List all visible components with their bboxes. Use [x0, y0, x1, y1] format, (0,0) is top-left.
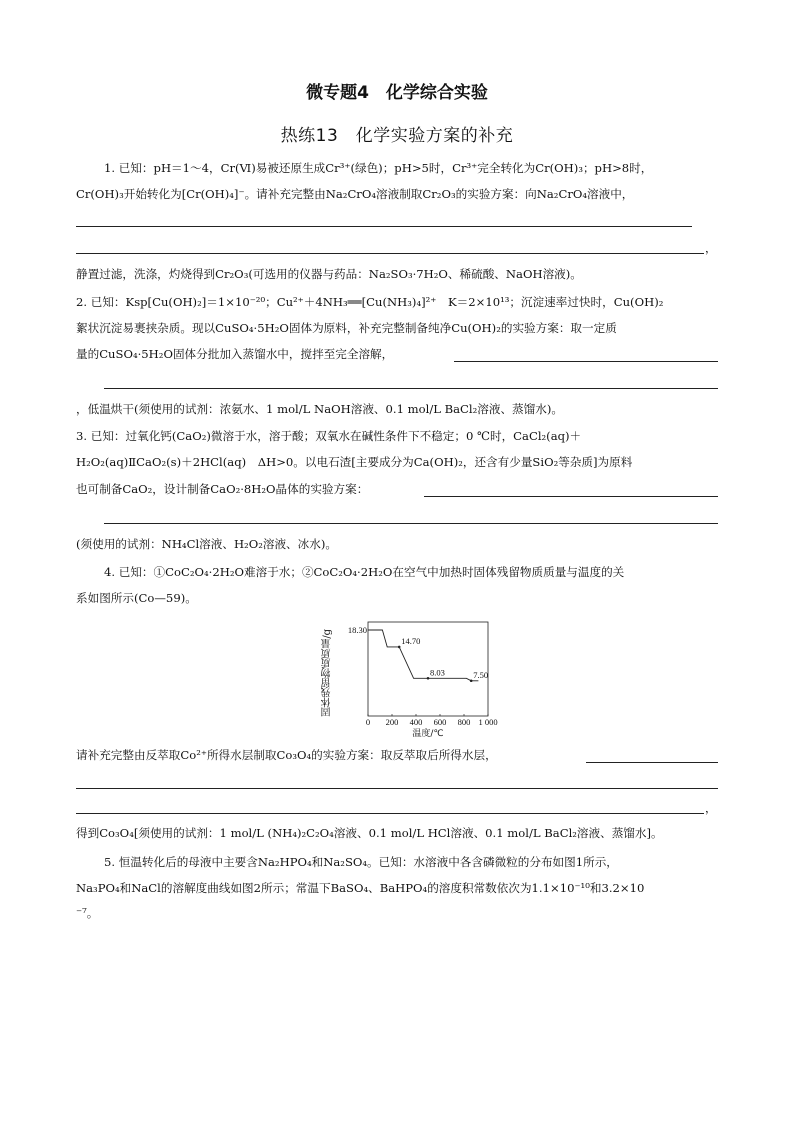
q2-answer-line-2[interactable] [104, 388, 718, 389]
q4-answer-line-3[interactable] [76, 813, 704, 814]
q3-answer-line-2[interactable] [104, 523, 718, 524]
q2-line-2: 絮状沉淀易裹挟杂质。现以CuSO₄·5H₂O固体为原料，补充完整制备纯净Cu(OH)₂的实验方案：取一定质 [76, 321, 617, 335]
q3-answer-line-1[interactable] [424, 496, 718, 497]
q4-answer-line-1[interactable] [586, 762, 718, 763]
x-tick-label: 1 000 [478, 717, 498, 727]
q2-answer-line-1[interactable] [454, 361, 718, 362]
q1-line-1: 1. 已知：pH＝1～4，Cr(Ⅵ)易被还原生成Cr³⁺(绿色)；pH>5时，Cr³⁺完全转化为Cr(OH)₃；pH>8时， [104, 161, 653, 175]
mass-curve [368, 630, 478, 681]
x-tick-label: 0 [365, 717, 371, 727]
chart-ylabel: 固体残留物质质量/g [322, 629, 333, 717]
q4-line-2: 系如图所示(Co—59)。 [76, 591, 197, 605]
q3-line-2: H₂O₂(aq)ⅡCaO₂(s)＋2HCl(aq) ΔH>0。以电石渣[主要成分为Ca(OH)₂，还含有少量SiO₂等杂质]为原料 [76, 455, 633, 469]
data-point [398, 646, 401, 649]
x-tick-label: 400 [409, 717, 423, 727]
mass-temperature-chart [324, 614, 510, 742]
x-tick-label: 200 [385, 717, 399, 727]
x-tick-label: 600 [433, 717, 447, 727]
q4-answer-line-2[interactable] [76, 788, 718, 789]
q1-line-2: Cr(OH)₃开始转化为[Cr(OH)₄]⁻。请补充完整由Na₂CrO₄溶液制取Cr₂O₃的实验方案：向Na₂CrO₄溶液中， [76, 187, 634, 201]
chart-xlabel: 温度/℃ [412, 729, 444, 739]
q5-line-1: 5. 恒温转化后的母液中主要含Na₂HPO₄和Na₂SO₄。已知：水溶液中各含磷微粒的分布如图1所示， [104, 855, 618, 869]
q5-line-3: ⁻⁷。 [76, 906, 99, 920]
q4-line-6: 得到Co₃O₄[须使用的试剂：1 mol/L (NH₄)₂C₂O₄溶液、0.1 mol/L HCl溶液、0.1 mol/L BaCl₂溶液、蒸馏水]。 [76, 826, 663, 840]
data-label: 14.70 [401, 635, 421, 646]
q5-line-2: Na₃PO₄和NaCl的溶解度曲线如图2所示；常温下BaSO₄、BaHPO₄的溶度积常数依次为1.1×10⁻¹⁰和3.2×10 [76, 881, 645, 895]
page-subtitle: 热练13 化学实验方案的补充 [280, 126, 514, 146]
x-tick-label: 800 [457, 717, 471, 727]
data-label: 8.03 [430, 667, 445, 678]
q1-answer-line-1[interactable] [76, 226, 692, 227]
q4-comma: ， [705, 801, 717, 815]
q3-line-3: 也可制备CaO₂，设计制备CaO₂·8H₂O晶体的实验方案： [76, 482, 369, 496]
page-title: 微专题4 化学综合实验 [306, 83, 488, 103]
data-point [427, 677, 430, 680]
q2-line-5: ，低温烘干(须使用的试剂：浓氨水、1 mol/L NaOH溶液、0.1 mol/L BaCl₂溶液、蒸馏水)。 [76, 402, 563, 416]
q2-line-3: 量的CuSO₄·5H₂O固体分批加入蒸馏水中，搅拌至完全溶解， [76, 347, 394, 361]
q2-line-1: 2. 已知：Ksp[Cu(OH)₂]＝1×10⁻²⁰；Cu²⁺＋4NH₃══[Cu(NH₃)₄]²⁺ K＝2×10¹³；沉淀速率过快时，Cu(OH)₂ [76, 295, 664, 309]
chart-frame [368, 622, 488, 716]
q4-line-1: 4. 已知：①CoC₂O₄·2H₂O难溶于水；②CoC₂O₄·2H₂O在空气中加热时固体残留物质质量与温度的关 [104, 565, 625, 579]
data-point [470, 679, 473, 682]
q3-line-5: (须使用的试剂：NH₄Cl溶液、H₂O₂溶液、冰水)。 [76, 537, 337, 551]
q1-answer-line-2[interactable] [76, 253, 704, 254]
data-label: 18.30 [347, 624, 367, 635]
q4-line-3: 请补充完整由反萃取Co²⁺所得水层制取Co₃O₄的实验方案：取反萃取后所得水层， [76, 748, 497, 762]
q1-line-5: 静置过滤，洗涤，灼烧得到Cr₂O₃(可选用的仪器与药品：Na₂SO₃·7H₂O、稀硫酸、NaOH溶液)。 [76, 267, 582, 281]
data-label: 7.50 [473, 669, 489, 680]
q3-line-1: 3. 已知：过氧化钙(CaO₂)微溶于水，溶于酸；双氧水在碱性条件下不稳定；0 ℃时，CaCl₂(aq)＋ [76, 429, 582, 443]
q1-comma: ， [705, 241, 717, 255]
